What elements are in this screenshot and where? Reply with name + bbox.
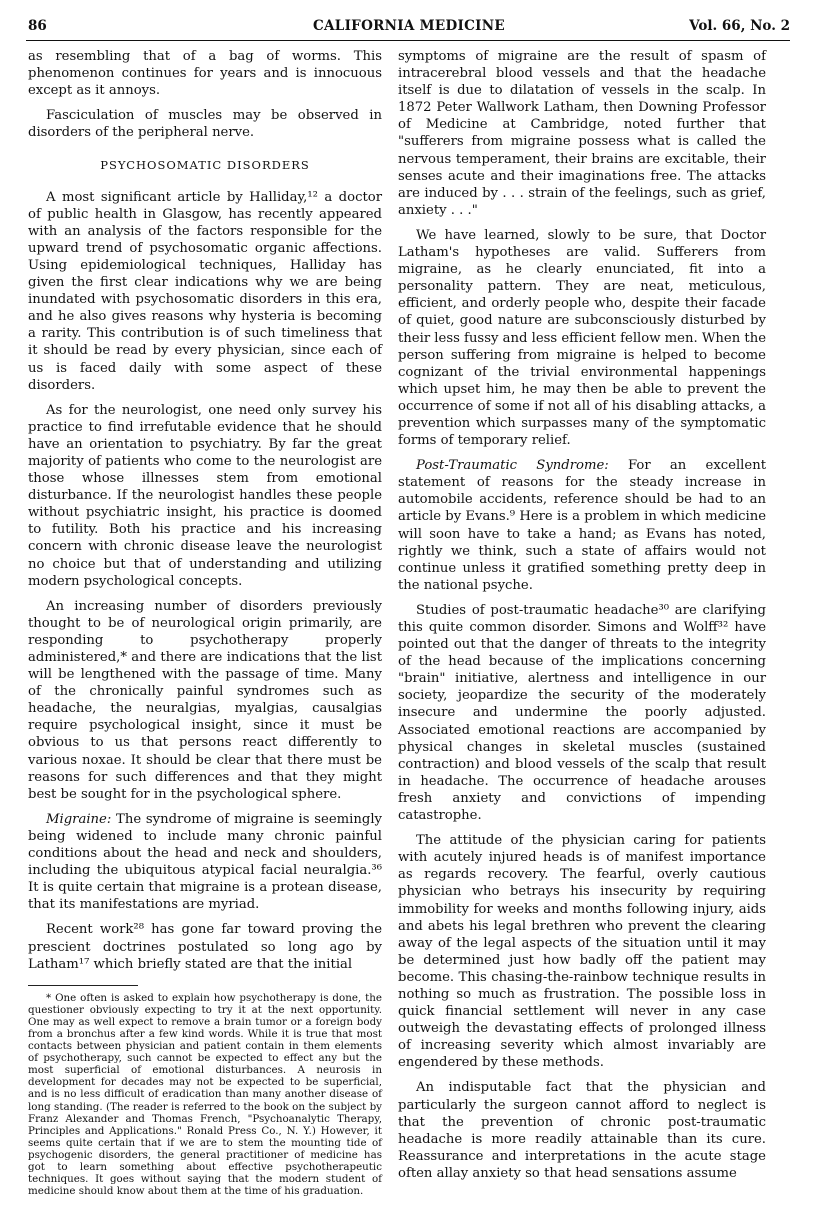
right-column (398, 48, 766, 1190)
paragraph: An indisputable fact that the physician and particularly the surgeon cannot afford to neglect is that the prevention of chronic post-traumatic headache is more readily attainable than its cure. Reassurance and interpretations in the acute stage often allay anxiety so that head sensations assume (398, 1080, 766, 1181)
paragraph: The attitude of the physician caring for patients with acutely injured heads is of manifest importance as regards recovery. The fearful, overly cautious physician who betrays his insecurity by requiring immobility for weeks and months following injury, aids and abets his legal brethren who prevent the clearing away of the legal aspects of the situation until it may be determined just how badly off the patient may become. This chasing-the-rainbow technique results in nothing so much as frustration. The possible loss in quick financial settlement will never in any case outweigh the devastating effects of prolonged illness of increasing severity which almost invariably are engendered by these methods. (398, 833, 766, 1071)
paragraph: as resembling that of a bag of worms. This phenomenon continues for years and is innocuous except as it annoys. (28, 49, 382, 99)
page-number: 86 (28, 18, 47, 34)
journal-title: CALIFORNIA MEDICINE (312, 18, 506, 34)
page-header (28, 18, 790, 40)
paragraph-migraine (28, 811, 382, 914)
left-column (28, 48, 382, 1205)
paragraph: Recent work²⁸ has gone far toward proving the prescient doctrines postulated so long ago by Latham¹⁷ which briefly stated are that the initial (28, 922, 382, 972)
paragraph: A most significant article by Halliday,¹² a doctor of public health in Glasgow, has recently appeared with an analysis of the factors responsible for the upward trend of psychosomatic organic affections. Using epidemiological techniques, Halliday has given the first clear indications why we are being inundated with psychosomatic disorders in this era, and he also gives reasons why hysteria is becoming a rarity. This contribution is of such timeliness that it should be read by every physician, since each of us is faced daily with some aspect of these disorders. (28, 189, 382, 393)
paragraph: An increasing number of disorders previously thought to be of neurological origin primarily, are responding to psychotherapy properly administered,* and there are indications that the list will be lengthened with the passage of time. Many of the chronically painful syndromes such as headache, the neuralgias, myalgias, causalgias require psychological insight, since it must be obvious to us that persons react differently to various noxae. It should be clear that there must be reasons for such differences and that they might best be sought for in the psychological sphere. (28, 598, 382, 802)
paragraph: Studies of post-traumatic headache³⁰ are clarifying this quite common disorder. Simons and Wolff³² have pointed out that the danger of threats to the integrity of the head because of the implications concerning "brain" initiative, alertness and intelligence in our society, jeopardize the security of the moderately insecure and undermine the poorly adjusted. Associated emotional reactions are accompanied by physical changes in skeletal muscles (sustained contraction) and blood vessels of the scalp that result in headache. The occurrence of headache arouses fresh anxiety and convictions of impending catastrophe. (398, 602, 766, 824)
paragraph-post-traumatic (398, 457, 766, 594)
footnote: * One often is asked to explain how psychotherapy is done, the questioner obviously expecting to try it at the next opportunity. One may as well expect to remove a brain tumor or a foreign body from a bronchus after a few kind words. While it is true that most contacts between physician and patient contain in them elements of psychotherapy, such cannot be expected to effect any but the most superficial of emotional disturbances. A neurosis in development for decades may not be expected to be superficial, and is no less difficult of eradication than many another disease of long standing. (The reader is referred to the book on the subject by Franz Alexander and Thomas French, "Psychoanalytic Therapy, Principles and Applications." Ronald Press Co., N. Y.) However, it seems quite certain that if we are to stem the mounting tide of psychogenic disorders, the general practitioner of medicine has got to learn something about effective psychotherapeutic techniques. It goes without saying that the modern student of medicine should know about them at the time of his graduation. (28, 991, 382, 1198)
header-rule (26, 40, 790, 41)
paragraph-text: The syndrome of migraine is seemingly being widened to include many chronic painful conditions about the head and neck and shoulders, including the ubiquitous atypical facial neuralgia.³⁶ It is quite certain that migraine is a protean disease, that its manifestations are myriad. (28, 811, 382, 913)
section-heading: PSYCHOSOMATIC DISORDERS (100, 158, 310, 173)
paragraph: We have learned, slowly to be sure, that Doctor Latham's hypotheses are valid. Sufferers from migraine, as he clearly enunciated, fit into a personality pattern. They are neat, meticulous, efficient, and orderly people who, despite their facade of quiet, good nature are subconsciously disturbed by their less fussy and less efficient fellow men. When the person suffering from migraine is helped to become cognizant of the trivial environmental happenings which upset him, he may then be able to prevent the occurrence of some if not all of his disabling attacks, a prevention which surpasses many of the symptomatic forms of temporary relief. (398, 227, 766, 449)
run-in-heading: Post-Traumatic Syndrome: (416, 458, 609, 474)
volume-issue: Vol. 66, No. 2 (689, 18, 790, 34)
footnote-rule (28, 985, 138, 986)
paragraph: Fasciculation of muscles may be observed in disorders of the peripheral nerve. (28, 108, 382, 141)
paragraph: As for the neurologist, one need only survey his practice to find irrefutable evidence that he should have an orientation to psychiatry. By far the great majority of patients who come to the neurologist are those whose illnesses stem from emotional disturbance. If the neurologist handles these people without psychiatric insight, his practice is doomed to futility. Both his practice and his increasing concern with chronic disease leave the neurologist no choice but that of understanding and utilizing modern psychological concepts. (28, 402, 382, 589)
paragraph-text: For an excellent statement of reasons for the steady increase in automobile accidents, reference should be had to an article by Evans.⁹ Here is a problem in which medicine will soon have to take a hand; as Evans has noted, rightly we think, such a state of affairs would not continue unless it gratified something pretty deep in the national psyche. (398, 458, 766, 593)
paragraph: symptoms of migraine are the result of spasm of intracerebral blood vessels and that the headache itself is due to dilatation of vessels in the scalp. In 1872 Peter Wallwork Latham, then Downing Professor of Medicine at Cambridge, noted further that "sufferers from migraine possess what is called the nervous temperament, their brains are excitable, their senses acute and their imaginations free. The attacks are induced by . . . strain of the feelings, such as grief, anxiety . . ." (398, 49, 766, 218)
run-in-heading: Migraine: (46, 811, 112, 827)
